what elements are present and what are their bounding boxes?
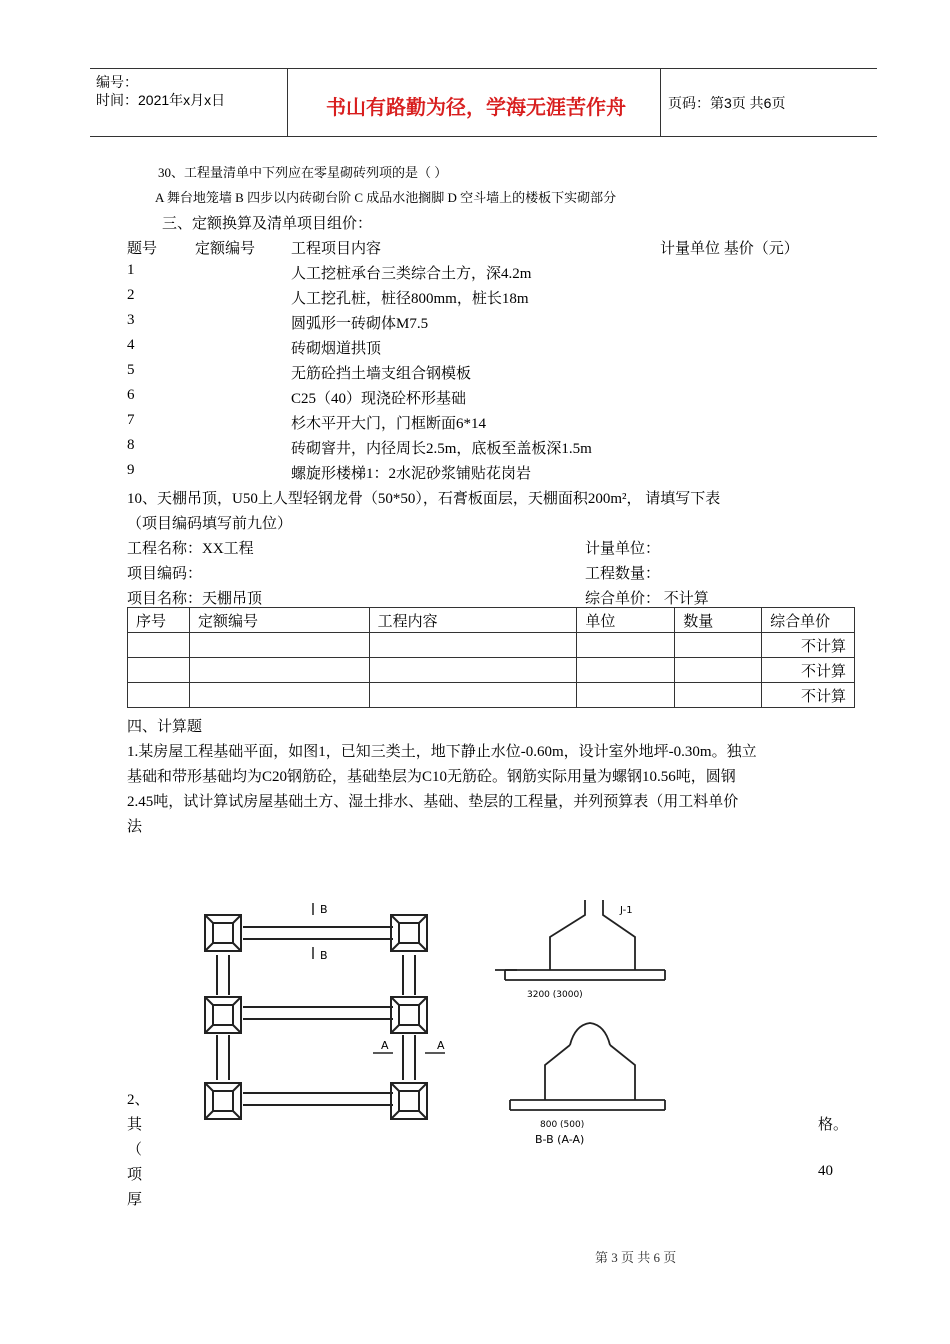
- item-no: 5: [127, 362, 135, 378]
- text-fragment: 项: [127, 1167, 143, 1183]
- item10-line1: 10、天棚吊顶，U50上人型轻钢龙骨（50*50），石膏板面层，天棚面积200m²， 请填写下表: [127, 491, 721, 507]
- text-fragment: 厚: [127, 1192, 143, 1208]
- q30-question: 30、工程量清单中下列应在零星砌砖列项的是（ ）: [158, 165, 448, 180]
- section4-p1-line: 基础和带形基础均为C20钢筋砼，基础垫层为C10无筋砼。钢筋实际用量为螺钢10.56吨，圆钢: [127, 769, 736, 785]
- section3-title: 三、定额换算及清单项目组价：: [162, 216, 373, 232]
- label-a-left: A: [381, 1039, 389, 1052]
- dim-base: 3200 (3000): [527, 990, 583, 1000]
- table-row: [128, 633, 855, 658]
- header-divider: [660, 69, 661, 136]
- table-cell: 不计算: [762, 633, 855, 658]
- form-item-code: 项目编码：: [127, 566, 203, 582]
- col-no-header: 题号: [127, 241, 158, 257]
- table-cell: [189, 658, 369, 683]
- text-fragment: 2、: [127, 1092, 150, 1108]
- foundation-drawing: [195, 895, 685, 1165]
- table-cell: [189, 633, 369, 658]
- table-cell: [369, 683, 577, 708]
- table-cell: [577, 683, 675, 708]
- page-footer: 第 3 页 共 6 页: [595, 1250, 677, 1265]
- table-header: 单位: [577, 608, 675, 633]
- col-unit-header: 计量单位 基价（元）: [660, 241, 799, 257]
- item-no: 6: [127, 387, 135, 403]
- text-fragment: 其: [127, 1117, 143, 1133]
- table-cell: [128, 683, 190, 708]
- table-cell: [675, 633, 762, 658]
- text-fragment: 格。: [818, 1117, 849, 1133]
- item-content: C25（40）现浇砼杯形基础: [291, 391, 467, 407]
- text-fragment: （: [127, 1142, 143, 1158]
- item-content: 螺旋形楼梯1：2水泥砂浆铺贴花岗岩: [291, 466, 532, 482]
- item-no: 4: [127, 337, 135, 353]
- form-project-name: 工程名称：XX工程: [127, 541, 254, 557]
- header-motto: 书山有路勤为径，学海无涯苦作舟: [326, 95, 626, 119]
- label-section: B-B (A-A): [535, 1133, 585, 1146]
- item-no: 1: [127, 262, 135, 278]
- table-cell: [577, 658, 675, 683]
- header-meta: [96, 73, 225, 109]
- number-label: 编号：: [96, 74, 138, 90]
- table-cell: [128, 633, 190, 658]
- table-row: [128, 658, 855, 683]
- table-cell: [675, 683, 762, 708]
- item-content: 圆弧形一砖砌体M7.5: [291, 316, 429, 332]
- table-cell: [369, 633, 577, 658]
- item-content: 人工挖孔桩，桩径800mm，桩长18m: [291, 291, 529, 307]
- label-b-bottom: B: [320, 949, 328, 962]
- table-cell: [128, 658, 190, 683]
- table-header: 综合单价: [762, 608, 855, 633]
- col-content-header: 工程项目内容: [291, 241, 382, 257]
- page-number: 页码：第3页 共6页: [668, 95, 786, 111]
- table-cell: [675, 658, 762, 683]
- form-quantity: 工程数量：: [585, 566, 661, 582]
- item-content: 杉木平开大门，门框断面6*14: [291, 416, 487, 432]
- table-cell: [369, 658, 577, 683]
- time-label: 时间：2021年x月x日: [96, 92, 226, 108]
- page-header: [90, 68, 877, 137]
- item-no: 2: [127, 287, 135, 303]
- dim-base-2: 800 (500): [540, 1120, 585, 1130]
- form-unit-price: 综合单价： 不计算: [585, 591, 709, 607]
- label-j1: J-1: [620, 905, 633, 916]
- item-no: 3: [127, 312, 135, 328]
- item-no: 8: [127, 437, 135, 453]
- item10-line2: （项目编码填写前九位）: [127, 516, 293, 532]
- table-header: 数量: [675, 608, 762, 633]
- label-a-right: A: [437, 1039, 445, 1052]
- table-cell: [189, 683, 369, 708]
- table-header-row: [128, 608, 855, 633]
- form-item-name: 项目名称：天棚吊顶: [127, 591, 263, 607]
- form-unit: 计量单位：: [585, 541, 661, 557]
- table-header: 工程内容: [369, 608, 577, 633]
- item-content: 砖砌烟道拱顶: [291, 341, 382, 357]
- table-cell: 不计算: [762, 683, 855, 708]
- item-content: 人工挖桩承台三类综合土方，深4.2m: [291, 266, 532, 282]
- item-content: 无筋砼挡土墙支组合钢模板: [291, 366, 472, 382]
- table-cell: 不计算: [762, 658, 855, 683]
- section4-p1-line: 1.某房屋工程基础平面，如图1，已知三类土，地下静止水位-0.60m，设计室外地坪-0.30m。独立: [127, 744, 757, 760]
- pricing-table: [127, 607, 855, 708]
- text-fragment: 40: [818, 1163, 833, 1179]
- foundation-figure: [195, 895, 685, 1170]
- section4-p1-line: 2.45吨，试计算试房屋基础土方、湿土排水、基础、垫层的工程量，并列预算表（用工料单价: [127, 794, 739, 810]
- item-no: 9: [127, 462, 135, 478]
- table-header: 定额编号: [189, 608, 369, 633]
- table-cell: [577, 633, 675, 658]
- header-divider: [287, 69, 288, 136]
- table-header: 序号: [128, 608, 190, 633]
- section4-p1-line: 法: [127, 819, 143, 835]
- item-content: 砖砌窨井，内径周长2.5m，底板至盖板深1.5m: [291, 441, 592, 457]
- item-no: 7: [127, 412, 135, 428]
- section4-title: 四、计算题: [127, 719, 203, 735]
- q30-options: A 舞台地笼墙 B 四步以内砖砌台阶 C 成品水池搁脚 D 空斗墙上的楼板下实砌部分: [155, 190, 617, 205]
- col-code-header: 定额编号: [195, 241, 256, 257]
- label-b-top: B: [320, 903, 328, 916]
- table-row: [128, 683, 855, 708]
